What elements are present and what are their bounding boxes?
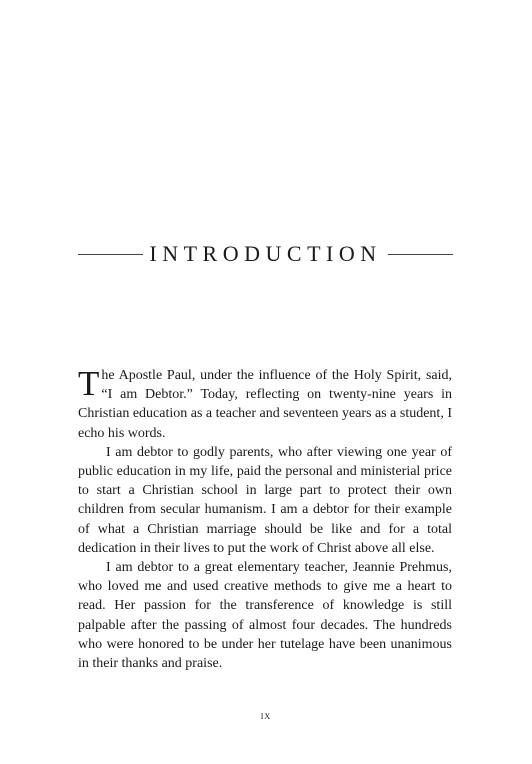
- drop-cap: T: [78, 364, 100, 403]
- body-text: [78, 366, 452, 673]
- chapter-title: INTRODUCTION: [149, 241, 382, 266]
- heading-rule-right: [388, 254, 453, 255]
- paragraph-1-text: he Apostle Paul, under the influence of the Holy Spirit, said, “I am Debtor.” Today, reflecting on twenty-nine years in Christian education as a teacher and seventeen years as a student, I echo his words.: [78, 368, 452, 441]
- chapter-heading-row: [78, 240, 453, 268]
- paragraph-1: [78, 366, 452, 443]
- paragraph-2: I am debtor to godly parents, who after viewing one year of public education in my life, paid the personal and ministerial price to start a Christian school in large part to protect their own children from secular humanism. I am a debtor for their example of what a Christian marriage should be like and for a total dedication in their lives to put the work of Christ above all else.: [78, 444, 452, 556]
- paragraph-3: I am debtor to a great elementary teacher, Jeannie Prehmus, who loved me and used creative methods to give me a heart to read. Her passion for the transference of knowledge is still palpable after the passing of almost four decades. The hundreds who were honored to be under her tutelage have been unanimous in their thanks and praise.: [78, 560, 452, 672]
- page-number: ix: [260, 708, 272, 722]
- heading-rule-left: [78, 254, 143, 255]
